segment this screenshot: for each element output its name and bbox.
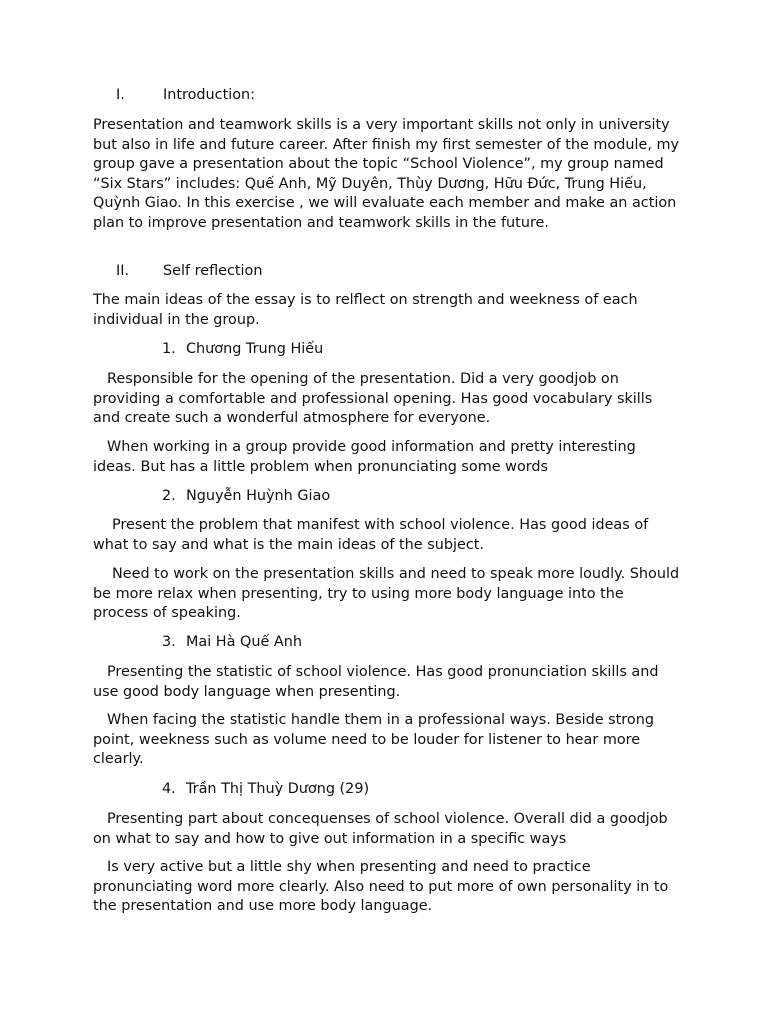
member-heading (93, 780, 683, 800)
section-number: II. (116, 263, 130, 279)
paragraph: Presenting the statistic of school violence. Has good pronunciation skills and use good body language when presenting. (93, 664, 659, 700)
paragraph: Present the problem that manifest with school violence. Has good ideas of what to say and what is the main ideas of the subject. (93, 517, 649, 553)
member-name: Trần Thị Thuỳ Dương (29) (186, 781, 370, 797)
member-heading (93, 340, 683, 360)
paragraph: Presentation and teamwork skills is a very important skills not only in university but also in life and future career. After finish my first semester of the module, my group gave a presentation about the topic “School Violence”, my group named “Six Stars” includes: Quế Anh, Mỹ Duyên, Thùy Dương, Hữu Đức, Trung Hiếu, Quỳnh Giao. In this exercise , we will evaluate each member and make an action plan to improve presentation and teamwork skills in the future. (93, 117, 680, 231)
paragraph: When facing the statistic handle them in a professional ways. Beside strong point, weekness such as volume need to be louder for listener to hear more clearly. (93, 712, 654, 768)
section-title: Introduction: (163, 87, 255, 103)
list-number: 3. (162, 634, 176, 650)
section-heading (93, 86, 683, 106)
paragraph: Responsible for the opening of the presentation. Did a very goodjob on providing a comfortable and professional opening. Has good vocabulary skills and create such a wonderful atmosphere for everyone. (93, 371, 653, 427)
list-number: 1. (162, 341, 176, 357)
paragraph: Need to work on the presentation skills and need to speak more loudly. Should be more relax when presenting, try to using more body language into the process of speaking. (93, 566, 680, 622)
member-name: Mai Hà Quế Anh (186, 634, 302, 650)
member-name: Chương Trung Hiếu (186, 341, 324, 357)
member-heading (93, 487, 683, 507)
member-name: Nguyễn Huỳnh Giao (186, 488, 331, 504)
paragraph: The main ideas of the essay is to relflect on strength and weekness of each individual in the group. (93, 292, 638, 328)
section-title: Self reflection (163, 263, 263, 279)
paragraph: Is very active but a little shy when presenting and need to practice pronunciating word more clearly. Also need to put more of own personality in to the presentation and use more body language. (93, 859, 669, 915)
member-heading (93, 633, 683, 653)
paragraph: When working in a group provide good information and pretty interesting ideas. But has a little problem when pronunciating some words (93, 439, 636, 475)
section-number: I. (116, 87, 125, 103)
list-number: 2. (162, 488, 176, 504)
list-number: 4. (162, 781, 176, 797)
section-heading (93, 262, 683, 282)
paragraph: Presenting part about concequenses of school violence. Overall did a goodjob on what to say and how to give out information in a specific ways (93, 811, 668, 847)
